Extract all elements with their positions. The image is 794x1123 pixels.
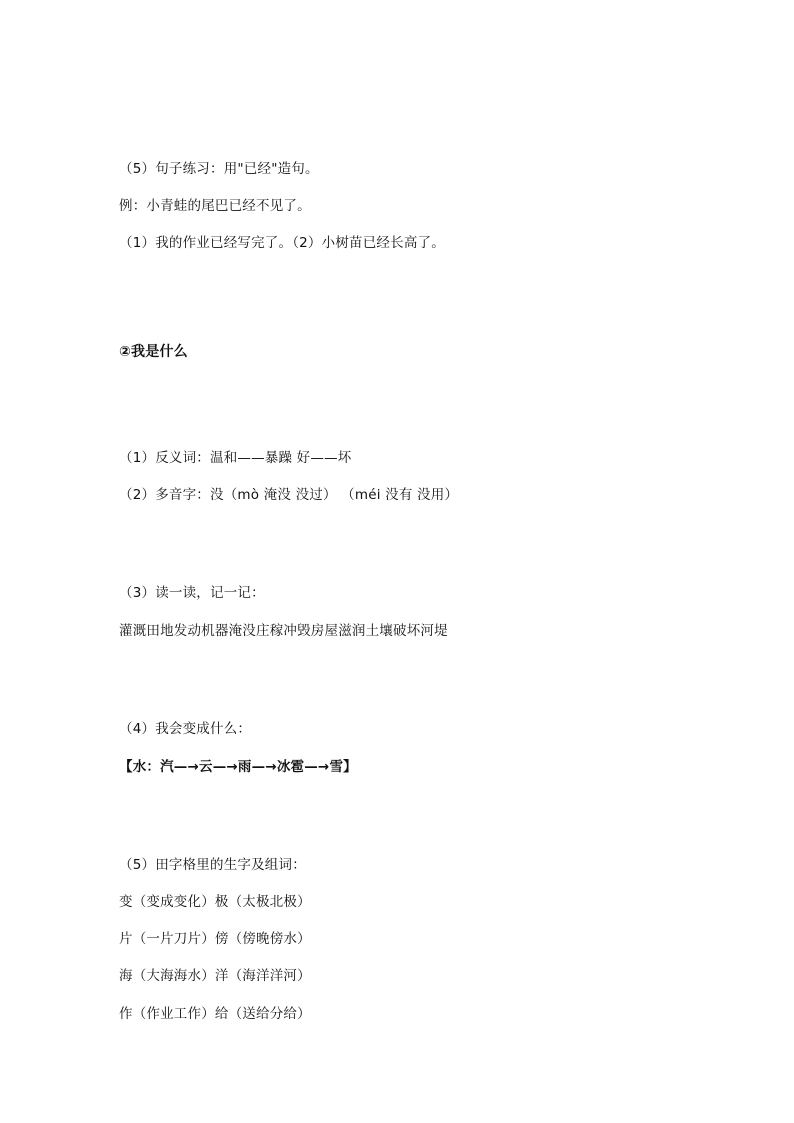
grid-row: 变（变成变化）极（太极北极） [119,894,311,910]
read-remember-title: （3）读一读，记一记： [119,585,265,601]
answer-sentences: （1）我的作业已经写完了。（2）小树苗已经长高了。 [119,235,445,251]
grid-row: 作（作业工作）给（送给分给） [119,1006,311,1022]
grid-characters-title: （5）田字格里的生字及组词： [119,857,306,873]
water-change-chain: 【水：汽—→云—→雨—→冰雹—→雪】 [119,759,357,775]
what-i-become-title: （4）我会变成什么： [119,721,252,737]
item5-sentence-practice-title: （5）句子练习：用"已经"造句。 [119,161,319,177]
polyphone-line: （2）多音字：没（mò 淹没 没过） （méi 没有 没用） [119,487,459,503]
grid-row: 海（大海海水）洋（海洋洋河） [119,968,311,984]
example-sentence: 例：小青蛙的尾巴已经不见了。 [119,198,311,214]
section-heading-what-am-i: ②我是什么 [119,344,188,360]
antonyms-line: （1）反义词：温和——暴躁 好——坏 [119,450,352,466]
read-remember-words: 灌溉田地发动机器淹没庄稼冲毁房屋滋润土壤破坏河堤 [119,623,448,639]
grid-row: 片（一片刀片）傍（傍晚傍水） [119,931,311,947]
